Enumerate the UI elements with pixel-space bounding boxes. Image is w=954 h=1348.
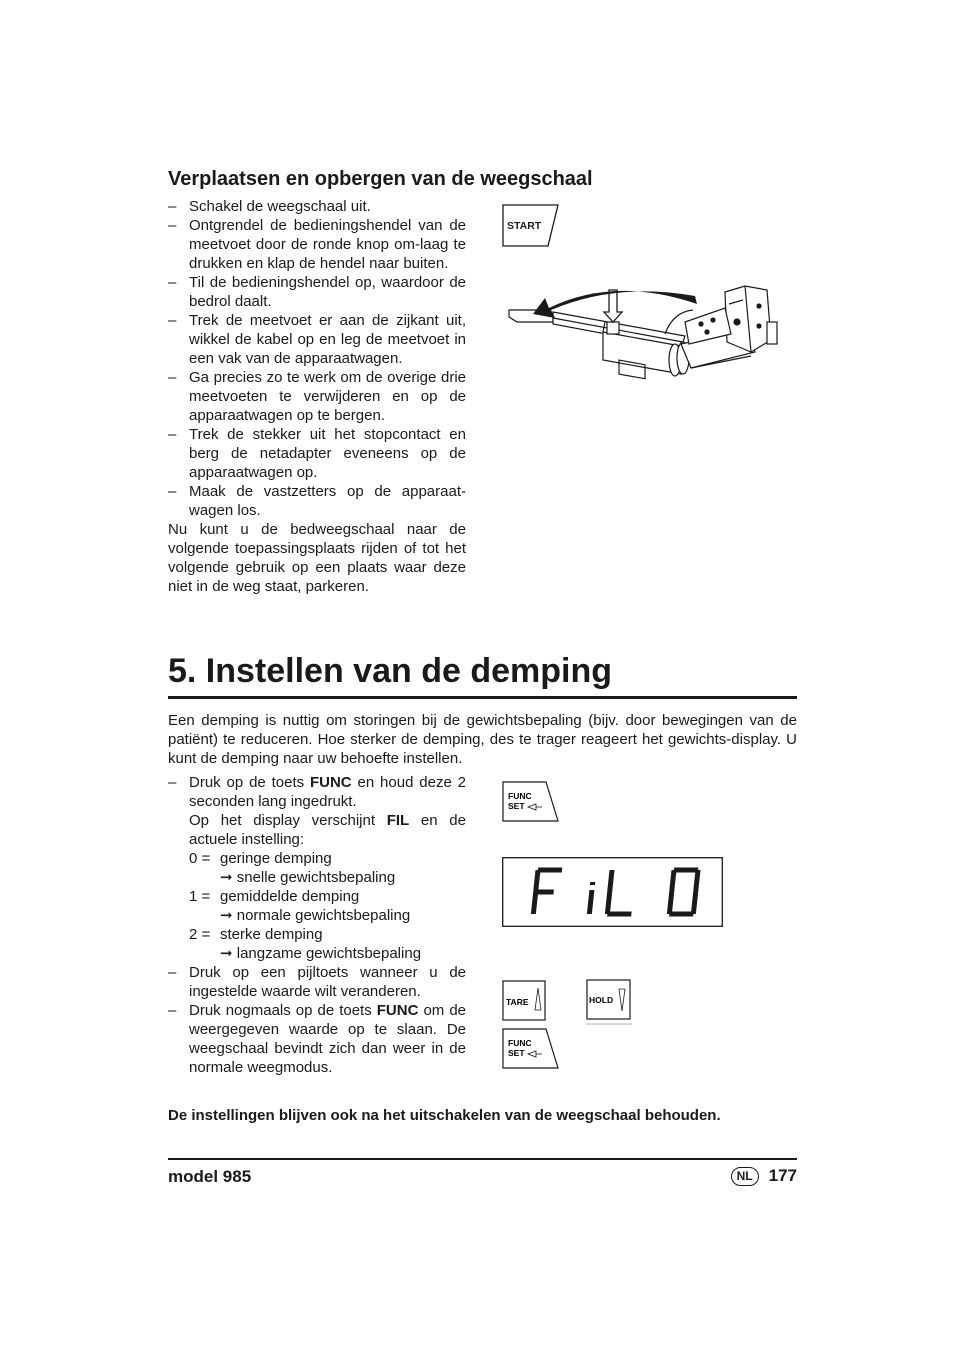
list-item xyxy=(168,273,466,311)
step-text: Druk op een pijltoets wanneer u de ingestelde waarde wilt veranderen. xyxy=(189,964,466,1000)
level-label: sterke demping xyxy=(220,926,323,943)
list-dash: – xyxy=(168,198,177,215)
list-item-text: Trek de meetvoet er aan de zijkant uit, wikkel de kabel op en leg de meetvoet in een vak van de apparaatwagen. xyxy=(189,312,466,367)
step-text: Op het display verschijnt xyxy=(189,812,387,829)
damping-steps xyxy=(168,773,466,1077)
procedure-list xyxy=(168,197,466,596)
level-number: 1 = xyxy=(189,888,211,905)
settings-note: De instellingen blijven ook na het uitschakelen van de weegschaal behouden. xyxy=(168,1107,721,1124)
footer-page-info xyxy=(660,1166,797,1186)
list-dash: – xyxy=(168,426,177,443)
list-item xyxy=(168,311,466,368)
list-dash: – xyxy=(168,774,177,791)
list-item xyxy=(168,425,466,482)
chapter-heading: 5. Instellen van de demping xyxy=(168,652,612,690)
section-heading: Verplaatsen en opbergen van de weegschaal xyxy=(168,168,593,190)
arrow-icon: ➞ xyxy=(220,907,233,924)
footer-rule xyxy=(168,1158,797,1160)
level-label: geringe demping xyxy=(220,850,332,867)
tare-label: TARE xyxy=(506,997,529,1007)
hold-label: HOLD xyxy=(589,995,614,1005)
level-result xyxy=(168,906,466,925)
level-result xyxy=(168,868,466,887)
level-label: gemiddelde demping xyxy=(220,888,360,905)
damping-level xyxy=(168,849,466,868)
step-2 xyxy=(168,963,466,1001)
list-item-text: Trek de stekker uit het stopcontact en berg de netadapter eveneens op de apparaatwagen op. xyxy=(189,426,466,481)
hold-key-icon xyxy=(586,979,634,1027)
level-number: 2 = xyxy=(189,926,211,943)
list-item-text: Schakel de weegschaal uit. xyxy=(189,198,371,215)
list-dash: – xyxy=(168,964,177,981)
level-result xyxy=(168,944,466,963)
intro-paragraph: Een demping is nuttig om storingen bij de gewichtsbepaling (bijv. door bewegingen van de patiënt) te reduceren. Hoe sterker de demping, des te trager reageert het gewichts-display. U kunt de demping naar uw behoefte instellen. xyxy=(168,712,797,767)
list-item-text: Ontgrendel de bedieningshendel van de meetvoet door de ronde knop om-laag te drukken en klap de hendel naar buiten. xyxy=(189,217,466,272)
language-badge: NL xyxy=(731,1167,759,1186)
list-item-text: Ga precies zo te werk om de overige drie meetvoeten te verwijderen en op de apparaatwagen op te bergen. xyxy=(189,369,466,424)
step-text: Druk nogmaals op de toets xyxy=(189,1002,377,1019)
list-dash: – xyxy=(168,274,177,291)
list-item-text: Maak de vastzetters op de apparaat-wagen los. xyxy=(189,483,466,519)
level-result-text: normale gewichtsbepaling xyxy=(236,907,411,924)
level-result-text: snelle gewichtsbepaling xyxy=(236,869,396,886)
closing-paragraph: Nu kunt u de bedweegschaal naar de volgende toepassingsplaats rijden of tot het volgende gebruik op een plaats waar deze niet in de weg staat, parkeren. xyxy=(168,521,466,595)
set-label: SET xyxy=(508,1048,525,1058)
func-label: FUNC xyxy=(508,1038,532,1048)
level-list xyxy=(168,849,466,963)
arrow-icon: ➞ xyxy=(220,945,233,962)
step-text: om de weergegeven waarde op te slaan. De weegschaal bevindt zich dan weer in de normale weegmodus. xyxy=(189,1002,467,1076)
fil-ref: FIL xyxy=(386,812,410,829)
func-set-key-icon xyxy=(502,781,560,823)
damping-level xyxy=(168,887,466,906)
tare-key-icon xyxy=(502,980,548,1022)
func-key-ref: FUNC xyxy=(376,1002,419,1019)
start-key-label: START xyxy=(507,220,542,232)
level-number: 0 = xyxy=(189,850,211,867)
list-item xyxy=(168,216,466,273)
page-number: 177 xyxy=(768,1166,797,1185)
list-dash: – xyxy=(168,1002,177,1019)
damping-level xyxy=(168,925,466,944)
func-set-key-icon xyxy=(502,1028,560,1070)
list-item xyxy=(168,368,466,425)
list-item xyxy=(168,197,466,216)
list-item-text: Til de bedieningshendel op, waardoor de bedrol daalt. xyxy=(189,274,466,310)
list-dash: – xyxy=(168,217,177,234)
func-key-ref: FUNC xyxy=(309,774,352,791)
step-text: Druk op de toets xyxy=(189,774,310,791)
footer-model: model 985 xyxy=(168,1167,252,1186)
lcd-display xyxy=(502,857,724,928)
list-dash: – xyxy=(168,369,177,386)
step-text: en houd deze 2 seconden lang ingedrukt. xyxy=(189,774,466,810)
step-3 xyxy=(168,1001,466,1077)
list-dash: – xyxy=(168,312,177,329)
step-1 xyxy=(168,773,466,849)
list-item xyxy=(168,482,466,520)
set-label: SET xyxy=(508,801,525,811)
step-text: en de actuele instelling: xyxy=(189,812,466,848)
list-dash: – xyxy=(168,483,177,500)
level-result-text: langzame gewichtsbepaling xyxy=(236,945,422,962)
scale-foot-illustration xyxy=(505,282,783,382)
arrow-icon: ➞ xyxy=(220,869,233,886)
start-key-icon xyxy=(502,204,560,248)
func-label: FUNC xyxy=(508,791,532,801)
heading-rule xyxy=(168,696,797,699)
